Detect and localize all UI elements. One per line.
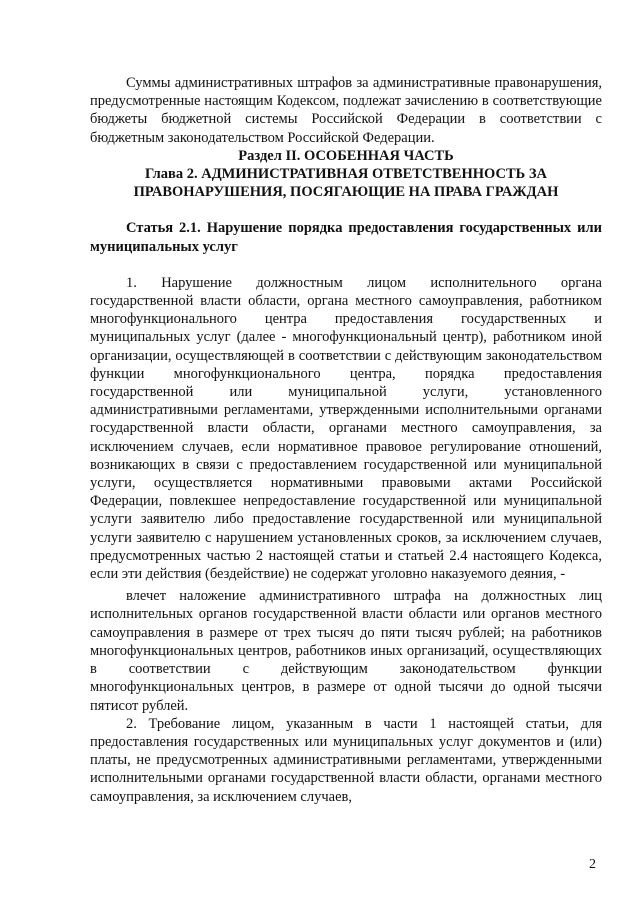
- paragraph-2: 2. Требование лицом, указанным в части 1 настоящей статьи, для предоставления государственных или муниципальных услуг документов и (или) платы, не предусмотренных административными регламентами, утвержденными исполнительными органами государственной власти области, органами местного самоуправления, за исключением случаев,: [90, 715, 602, 805]
- section-heading: Раздел II. ОСОБЕННАЯ ЧАСТЬ: [238, 147, 454, 164]
- document-body: [90, 74, 602, 806]
- chapter-heading-line1: Глава 2. АДМИНИСТРАТИВНАЯ ОТВЕТСТВЕННОСТЬ ЗА: [145, 166, 547, 183]
- intro-paragraph: Суммы административных штрафов за административные правонарушения, предусмотренные настоящим Кодексом, подлежат зачислению в соответствующие бюджеты бюджетной системы Российской Федерации в соответствии с бюджетным законодательством Российской Федерации.: [90, 75, 602, 146]
- penalty-paragraph: влечет наложение административного штрафа на должностных лиц исполнительных органов государственной власти области или органов местного самоуправления в размере от трех тысяч до пяти тысяч рублей; на работников многофункциональных центров, работников иных организаций, осуществляющих в соответствии с действующим законодательством функции многофункциональных центров, в размере от одной тысячи до одной тысячи пятисот рублей.: [90, 588, 602, 714]
- article-heading: Статья 2.1. Нарушение порядка предоставления государственных или муниципальных услуг: [90, 220, 602, 255]
- paragraph-1: 1. Нарушение должностным лицом исполнительного органа государственной власти области, органа местного самоуправления, работником многофункционального центра предоставления государственных и муниципальных услуг (далее - многофункциональный центр), работником иной организации, осуществляющей в соответствии с действующим законодательством функции многофункционального центра, порядка предоставления государственной или муниципальной услуги, установленного административными регламентами, утвержденными исполнительными органами государственной власти области, органами местного самоуправления, за исключением случаев, если нормативное правовое регулирование отношений, возникающих в связи с предоставлением государственной или муниципальной услуги, осуществляется нормативными правовыми актами Российской Федерации, повлекшее непредоставление государственной или муниципальной услуги заявителю либо предоставление государственной или муниципальной услуги заявителю с нарушением установленных сроков, за исключением случаев, предусмотренных частью 2 настоящей статьи и статьей 2.4 настоящего Кодекса, если эти действия (бездействие) не содержат уголовно наказуемого деяния, -: [90, 274, 602, 583]
- page-number: 2: [589, 857, 596, 872]
- chapter-heading-line2: ПРАВОНАРУШЕНИЯ, ПОСЯГАЮЩИЕ НА ПРАВА ГРАЖДАН: [133, 184, 559, 201]
